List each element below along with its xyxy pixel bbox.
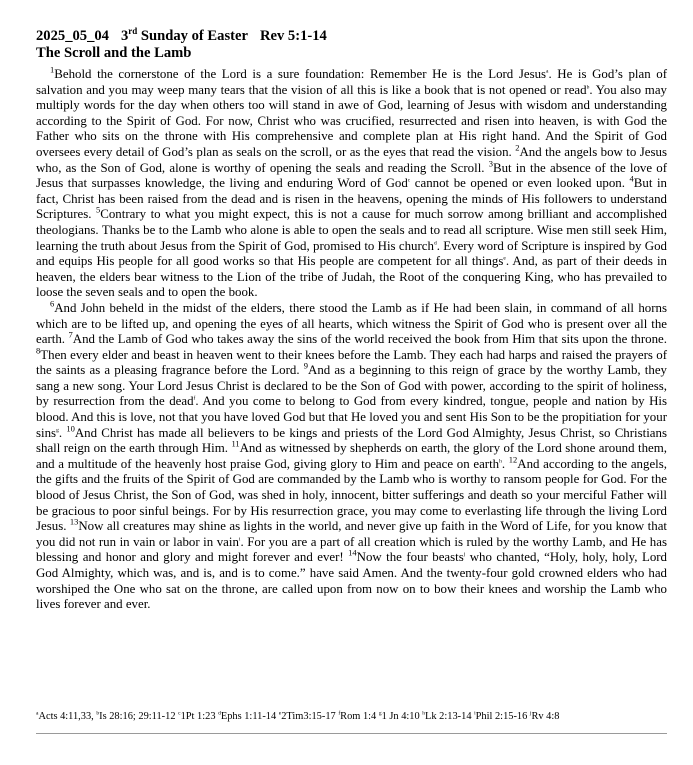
verse-text: . Every word of Scripture is inspired by God and equips His people for all good works so that His people are competent for all things bbox=[36, 238, 667, 269]
verse-text: And the angels bow to Jesus who, as the Son of God, alone is worthy of opening the seals and reading the Scroll. bbox=[36, 144, 667, 175]
footnote-letter: f bbox=[338, 710, 341, 717]
footer-rule bbox=[36, 733, 667, 734]
verse-text: . bbox=[501, 456, 509, 471]
footnote-reference: Phil 2:15-16 bbox=[475, 711, 530, 722]
verse-number: 10 bbox=[66, 423, 75, 434]
footnote-marker: b bbox=[586, 84, 590, 91]
footnote-reference: 2Tim3:15-17 bbox=[281, 711, 339, 722]
verse-number: 3 bbox=[488, 158, 493, 169]
verse-number: 7 bbox=[68, 329, 73, 340]
footnote-letter: b bbox=[96, 710, 100, 717]
verse-text: And the Lamb of God who takes away the sins of the world received the book from Him that sits upon the throne. bbox=[72, 332, 667, 347]
footnote-marker: a bbox=[546, 68, 549, 75]
footnote-letter: a bbox=[36, 710, 39, 717]
footnote-marker: c bbox=[407, 177, 411, 184]
footnote-reference: Acts 4:11,33, bbox=[38, 711, 97, 722]
verse-text: cannot be opened or even looked upon. bbox=[410, 176, 630, 191]
footnote-reference: Rv 4:8 bbox=[531, 711, 560, 722]
verse-text: . You also may multiply words for the day when others too will stand in awe of God, learning of Jesus with wisdom and understanding according to the Spirit of God. For now, Christ who was crucified, resurrected and risen into heaven, is with God the Father who sits on the throne with His comprehensive and complete plan at His right hand. And the Spirit of God oversees every detail of God’s plan as seals on the scroll, or as the eyes that read the vision. bbox=[36, 82, 667, 159]
verse-text: Behold the cornerstone of the Lord is a sure foundation: Remember He is the Lord Jesus bbox=[54, 67, 547, 81]
footnote-letter: i bbox=[474, 710, 476, 717]
footnote-reference: 1Pt 1:23 bbox=[180, 711, 219, 722]
footnote-marker: i bbox=[238, 536, 241, 543]
verse-text: . He is God’s plan of salvation and you may weep many tears that the vision of all this is like a book that is not opened or read bbox=[36, 67, 667, 97]
header-date: 2025_05_04 bbox=[36, 28, 109, 44]
paragraph bbox=[36, 298, 668, 613]
verse-number: 1 bbox=[50, 64, 55, 75]
verse-number: 11 bbox=[231, 438, 240, 449]
footnote-letter: e bbox=[278, 710, 282, 717]
verse-text: Contrary to what you might expect, this is not a cause for much sorrow among brilliant and accomplished theologians. Thanks be to the Lamb who alone is able to open the seals and to read all scripture. Wise men still seek Him, learning the truth about Jesus from the Spirit of God, promised to His church bbox=[36, 207, 667, 253]
verse-text: But in fact, Christ has been raised from the dead and is risen in the heavens, opening the minds of His followers to understand Scriptures. bbox=[36, 176, 667, 222]
footnote-reference: Ephs 1:11-14 bbox=[220, 711, 279, 722]
verse-number: 12 bbox=[508, 454, 518, 465]
header-line bbox=[36, 28, 667, 45]
verse-text: Now all creatures may shine as lights in the world, and never give up faith in the Word of Life, for you know that you did not run in vain or labor in vain bbox=[36, 519, 667, 549]
verse-text: . And, as part of their deeds in heaven, the elders bear witness to the Lion of the tribe of Judah, the Root of the conquering King, who has prevailed to loose the seven seals and to open the book. bbox=[36, 254, 668, 300]
verse-number: 2 bbox=[515, 142, 520, 153]
verse-number: 5 bbox=[96, 205, 101, 216]
footnote-reference: Lk 2:13-14 bbox=[425, 711, 475, 722]
footnote-marker: e bbox=[503, 255, 506, 262]
verse-text: And as witnessed by shepherds on earth, the glory of the Lord shone around them, and a multitude of the heavenly host praise God, giving glory to Him and peace on earth bbox=[36, 441, 667, 471]
footnote-reference: Rom 1:4 bbox=[340, 711, 379, 722]
verse-text: But in the absence of the love of Jesus that surpasses knowledge, the living and enduring Word of God bbox=[36, 160, 667, 191]
footnote-letter: d bbox=[218, 710, 221, 717]
verse-text: And according to the angels, the gifts and the fruits of the Spirit of God are commanded by the Lamb who is worthy to ransom people for God. For the blood of Jesus Christ, the Son of God, was shed in holy, innocent, bitter sufferings and death so your merciful Father will be gracious to poor sinful beings. For by His resurrection grace, you may come to everlasting life through the living Lord Jesus. bbox=[36, 456, 667, 534]
document-header bbox=[36, 28, 667, 62]
verse-number: 8 bbox=[36, 345, 41, 356]
footnote-marker: g bbox=[56, 427, 59, 434]
verse-text: who chanted, “Holy, holy, holy, Lord God Almighty, which was, and is, and is to come.” have said Amen. And the twenty-four gold crowned elders who had worshiped the One who sat on the throne, are called upon from now on to bow their knees and worship the Lamb who lives forever and ever. bbox=[36, 550, 668, 612]
document-body bbox=[36, 64, 668, 613]
header-occasion: Sunday of Easter bbox=[137, 28, 248, 44]
footnote-letter: h bbox=[422, 710, 426, 717]
verse-text: . For you are a part of all creation which is ruled by the worthy Lamb, and He has blessing and honor and glory and might forever and ever! bbox=[36, 534, 667, 565]
footnote-marker: j bbox=[463, 552, 466, 559]
paragraph bbox=[36, 64, 668, 301]
verse-number: 9 bbox=[303, 360, 309, 371]
footnotes bbox=[36, 710, 667, 724]
verse-text: And John beheld in the midst of the elders, there stood the Lamb as if He had been slain, in command of all horns which are to be lifted up, and opening the eyes of all hearts, which witness the Spirit of God who is present over all the earth. bbox=[36, 300, 667, 347]
footnote-marker: d bbox=[433, 240, 437, 247]
verse-text: Now the four beasts bbox=[356, 550, 464, 565]
verse-number: 14 bbox=[348, 548, 357, 559]
verse-number: 6 bbox=[50, 298, 55, 309]
header-ordinal-suffix: rd bbox=[128, 26, 138, 37]
verse-number: 13 bbox=[69, 516, 79, 527]
footnote-reference: 1 Jn 4:10 bbox=[381, 711, 423, 722]
footnote-letter: c bbox=[178, 710, 181, 717]
footnote-reference: Is 28:16; 29:11-12 bbox=[99, 711, 179, 722]
footnote-letter: j bbox=[529, 710, 532, 717]
verse-text: Then every elder and beast in heaven went to their knees before the Lamb. They each had harps and raised the prayers of the saints as a pleasing fragrance before the Lord. bbox=[36, 347, 667, 378]
verse-text: . bbox=[58, 425, 67, 440]
footnote-marker: h bbox=[499, 458, 502, 465]
verse-text: And Christ has made all believers to be kings and priests of the Lord God Almighty, Jesus Christ, so Christians shall reign on the earth through Him. bbox=[36, 425, 667, 456]
header-reference: Rev 5:1-14 bbox=[259, 28, 327, 44]
footnote-letter: g bbox=[378, 710, 382, 717]
document-title: The Scroll and the Lamb bbox=[36, 45, 192, 61]
verse-text: And as a beginning to this reign of grace by the worthy Lamb, they sang a new song. Your Lord Jesus Christ is declared to be the Son of God with power, according to the spirit of holiness, by resurrection from the dead bbox=[36, 363, 668, 409]
header-ordinal-number: 3 bbox=[120, 28, 129, 44]
verse-text: . And you come to belong to God from every kindred, tongue, people and nation by His blood. And this is love, not that you have loved God but that He loved you and sent His Son to be the propitiation for your sins bbox=[36, 394, 667, 440]
verse-number: 4 bbox=[629, 173, 634, 184]
footnote-marker: f bbox=[193, 396, 196, 403]
